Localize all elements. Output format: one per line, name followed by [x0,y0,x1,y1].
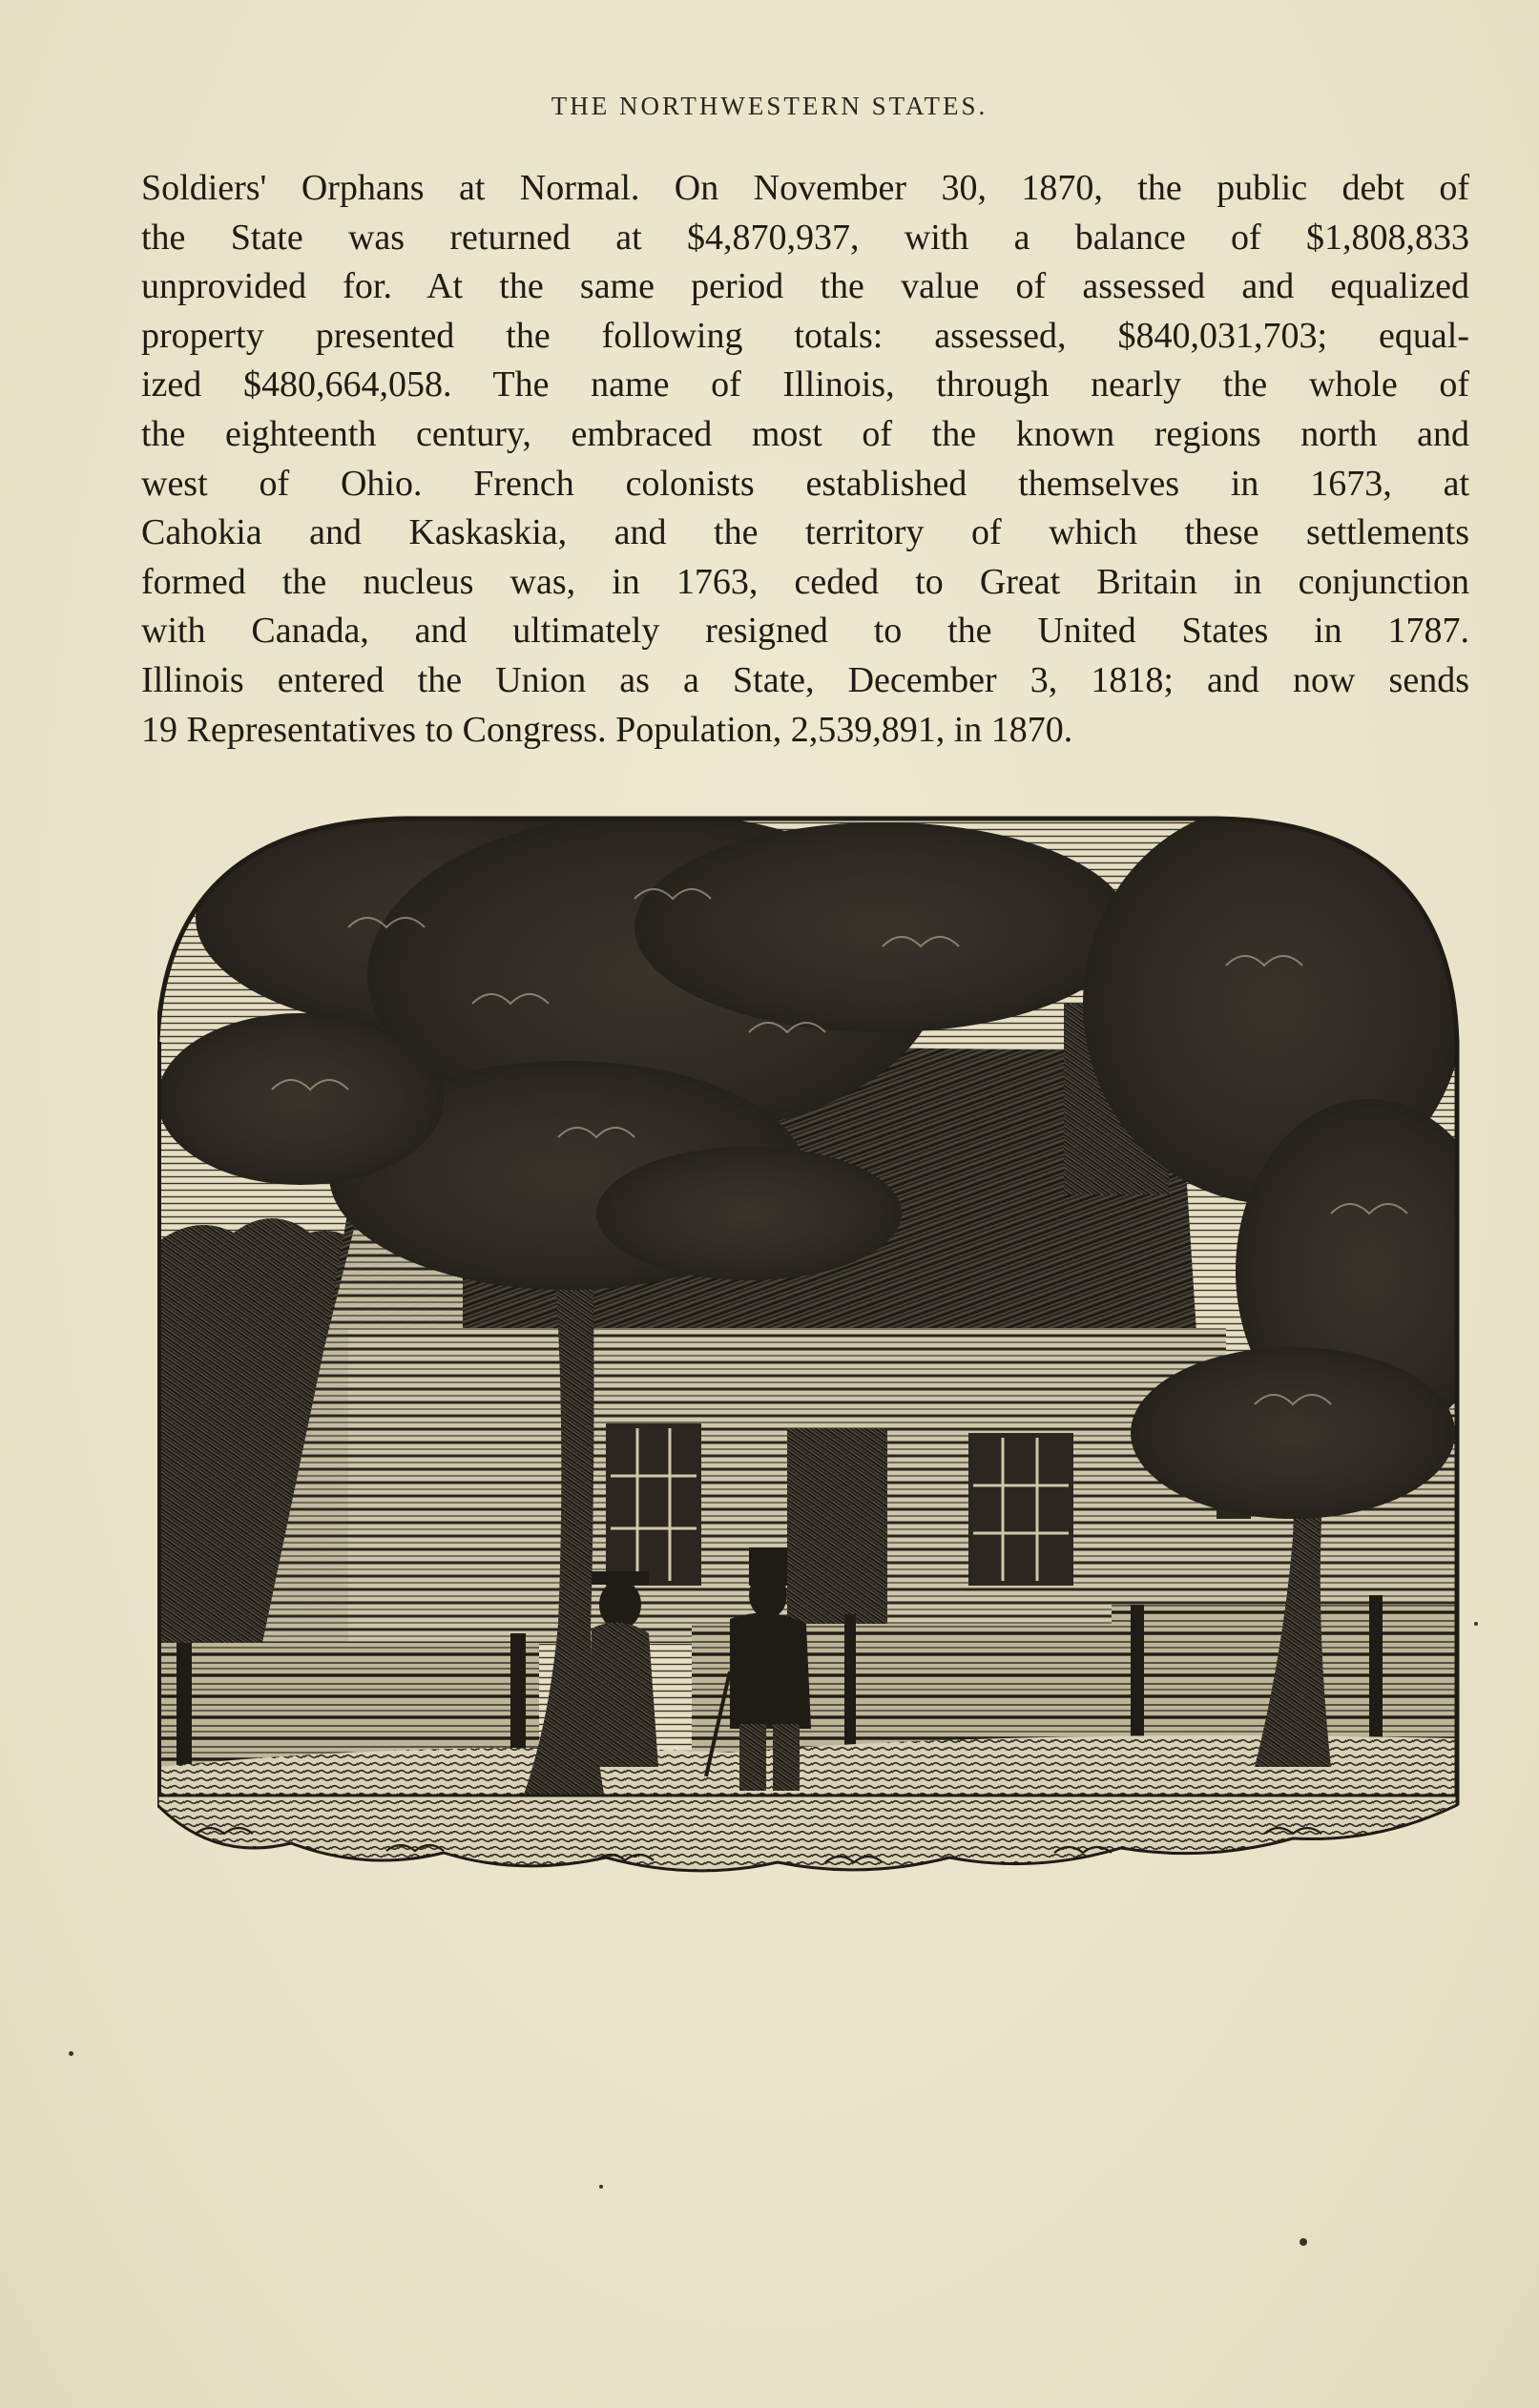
text-line: property presented the following totals: assessed, $840,031,703; equal- [141,315,1469,356]
text-line: the eighteenth century, embraced most of the known regions north and [141,413,1469,454]
text-line: ized $480,664,058. The name of Illinois, through nearly the whole of [141,364,1469,405]
text-line: Illinois entered the Union as a State, December 3, 1818; and now sends [141,659,1469,700]
text-line: formed the nucleus was, in 1763, ceded to Great Britain in conjunction [141,561,1469,602]
text-line: Cahokia and Kaskaskia, and the territory of which these settlements [141,512,1469,553]
running-head: THE NORTHWESTERN STATES. [551,92,988,120]
text-line: west of Ohio. French colonists established themselves in 1673, at [141,463,1469,504]
body-paragraph [141,164,1469,755]
engraving-illustration [157,813,1460,1967]
text-line: 19 Representatives to Congress. Population, 2,539,891, in 1870. [141,709,1073,750]
text-line: unprovided for. At the same period the value of assessed and equalized [141,266,1469,307]
text-line: Soldiers' Orphans at Normal. On November 30, 1870, the public debt of [141,168,1469,208]
text-line: with Canada, and ultimately resigned to the United States in 1787. [141,611,1469,652]
text-line: the State was returned at $4,870,937, with a balance of $1,808,833 [141,217,1469,258]
